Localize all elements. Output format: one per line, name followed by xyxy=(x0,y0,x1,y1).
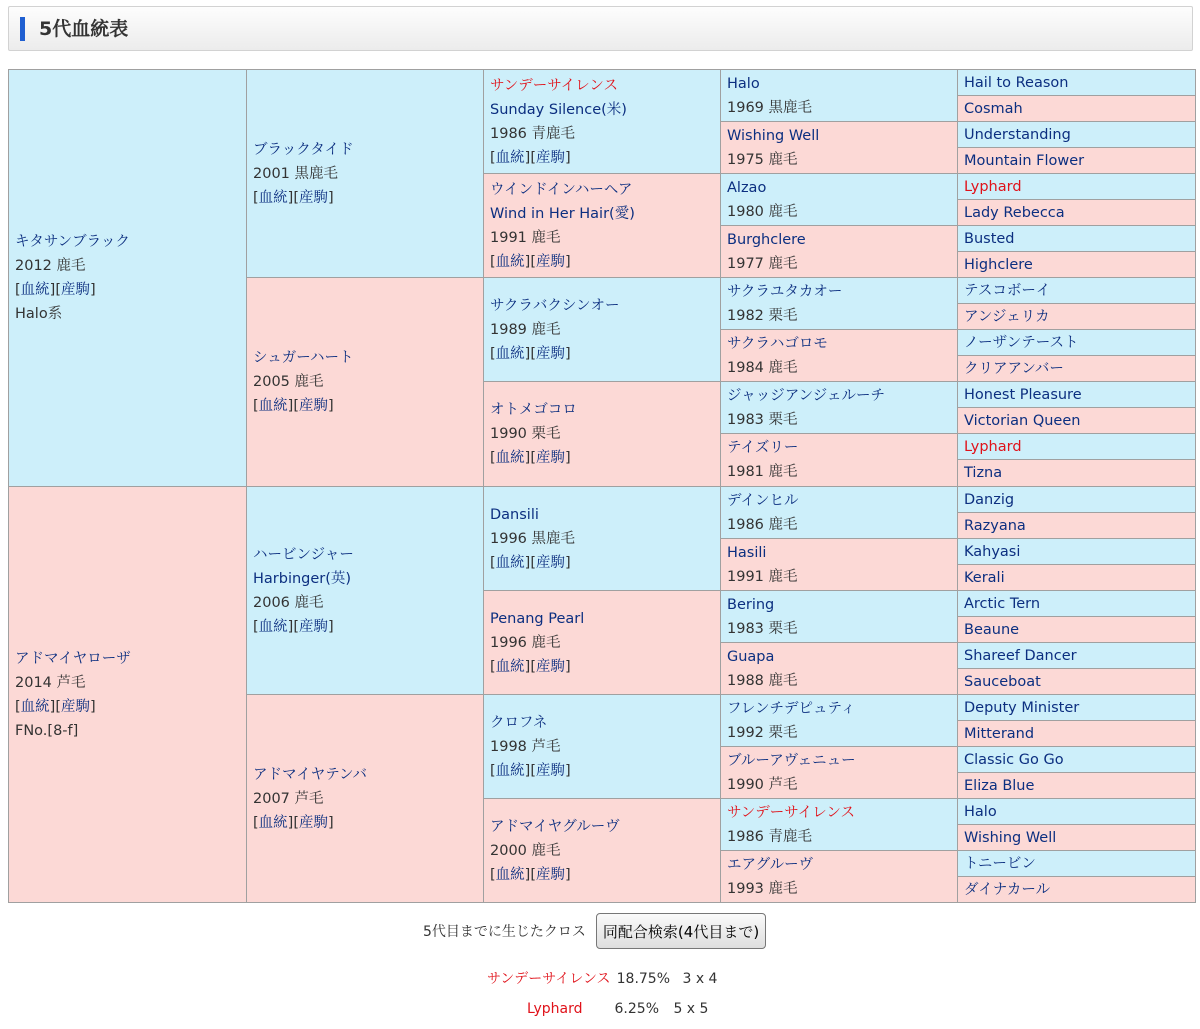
pedigree-link[interactable]: 血統 xyxy=(20,282,50,298)
offspring-link[interactable]: 産駒 xyxy=(299,618,328,635)
pedigree-cell-sire xyxy=(957,277,1196,304)
horse-name[interactable]: Highclere xyxy=(964,256,1033,273)
horse-origin-name[interactable]: Wind in Her Hair(愛) xyxy=(490,205,635,222)
offspring-link[interactable]: 産駒 xyxy=(299,189,328,206)
horse-birth-color: 1984 鹿毛 xyxy=(727,360,798,376)
pedigree-cell-sire xyxy=(957,486,1196,513)
offspring-link[interactable]: 産駒 xyxy=(61,282,90,298)
horse-name[interactable]: Danzig xyxy=(964,491,1015,508)
bracket: ] xyxy=(565,345,571,362)
horse-birth-color: 1986 青鹿毛 xyxy=(490,125,576,142)
pedigree-cell-sire xyxy=(246,69,485,278)
pedigree-cell-dam xyxy=(483,381,722,487)
pedigree-link[interactable]: 血統 xyxy=(258,189,288,206)
cross-percent: 6.25% xyxy=(614,1001,659,1017)
pedigree-link[interactable]: 血統 xyxy=(258,814,288,831)
pedigree-cell-sire xyxy=(957,433,1196,460)
pedigree-cell-dam xyxy=(8,486,248,903)
pedigree-cell-dam xyxy=(957,459,1196,487)
pedigree-cell-dam xyxy=(957,407,1196,434)
horse-name[interactable]: Busted xyxy=(964,230,1015,247)
bracket: ][ xyxy=(524,866,536,883)
horse-name[interactable]: Shareef Dancer xyxy=(964,647,1077,664)
pedigree-link[interactable]: 血統 xyxy=(20,698,50,715)
horse-name[interactable]: Deputy Minister xyxy=(964,699,1080,716)
horse-name[interactable]: フレンチデピュティ xyxy=(727,701,856,717)
horse-origin-name[interactable]: Harbinger(英) xyxy=(253,570,352,587)
horse-name[interactable]: アドマイヤグルーヴ xyxy=(490,818,620,835)
pedigree-cell-dam xyxy=(246,694,485,903)
horse-name[interactable]: Dansili xyxy=(490,506,539,523)
pedigree-cell-dam xyxy=(720,746,959,799)
horse-extra: FNo.[8-f] xyxy=(15,722,79,739)
pedigree-cell-sire xyxy=(957,798,1196,825)
pedigree-cell-sire xyxy=(246,486,485,695)
horse-name[interactable]: Classic Go Go xyxy=(964,751,1064,768)
horse-links xyxy=(253,186,484,210)
horse-birth-color: 1988 鹿毛 xyxy=(727,673,798,689)
horse-birth-color: 1983 栗毛 xyxy=(727,621,798,637)
horse-entry xyxy=(490,815,721,887)
bracket: ] xyxy=(565,866,571,883)
pedigree-cell-sire xyxy=(957,69,1196,96)
horse-entry xyxy=(253,763,484,835)
section-header xyxy=(8,6,1193,51)
horse-birth-color: 1982 栗毛 xyxy=(727,308,798,324)
pedigree-cell-dam xyxy=(957,616,1196,643)
horse-entry xyxy=(490,178,721,274)
horse-entry xyxy=(727,332,958,380)
offspring-link[interactable]: 産駒 xyxy=(536,866,565,883)
bracket: [ xyxy=(490,345,496,362)
pedigree-cell-dam xyxy=(957,720,1196,747)
bracket: ][ xyxy=(287,618,299,635)
horse-name[interactable]: Razyana xyxy=(964,517,1026,534)
horse-name[interactable]: Honest Pleasure xyxy=(964,386,1082,403)
horse-extra: Halo系 xyxy=(15,306,63,322)
horse-name[interactable]: Cosmah xyxy=(964,100,1023,117)
same-mating-search-button[interactable]: 同配合検索(4代目まで) xyxy=(596,913,766,949)
horse-name[interactable]: Hasili xyxy=(727,545,767,561)
pedigree-cell-sire xyxy=(957,642,1196,669)
pedigree-link[interactable]: 血統 xyxy=(495,149,525,166)
pedigree-cell-dam xyxy=(957,251,1196,278)
pedigree-cell-dam xyxy=(720,329,959,382)
horse-entry xyxy=(253,543,484,639)
horse-name[interactable]: Kahyasi xyxy=(964,543,1021,560)
horse-name[interactable]: Lady Rebecca xyxy=(964,204,1065,221)
pedigree-cell-sire xyxy=(957,850,1196,877)
horse-birth-color: 2000 鹿毛 xyxy=(490,842,561,859)
horse-name[interactable]: ウインドインハーヘア xyxy=(490,181,633,198)
horse-links xyxy=(490,250,721,274)
horse-entry xyxy=(727,749,958,797)
horse-name[interactable]: クリアアンバー xyxy=(964,360,1064,377)
pedigree-cell-sire xyxy=(483,486,722,591)
horse-links xyxy=(253,811,484,835)
pedigree-link[interactable]: 血統 xyxy=(495,866,525,883)
pedigree-cell-sire xyxy=(957,381,1196,408)
pedigree-cell-sire xyxy=(720,694,959,747)
bracket: [ xyxy=(253,814,259,831)
horse-birth-color: 1990 栗毛 xyxy=(490,426,561,442)
horse-links xyxy=(490,551,721,575)
horse-entry xyxy=(15,647,247,743)
bracket: ][ xyxy=(524,554,536,571)
horse-birth-color: 1969 黒鹿毛 xyxy=(727,100,813,116)
bracket: ] xyxy=(90,282,96,298)
horse-name[interactable]: Kerali xyxy=(964,569,1005,586)
pedigree-cell-sire xyxy=(957,590,1196,617)
pedigree-cell-dam xyxy=(957,876,1196,903)
horse-birth-color: 1993 鹿毛 xyxy=(727,881,798,897)
horse-links xyxy=(490,655,721,679)
pedigree-cell-sire xyxy=(720,277,959,330)
bracket: ] xyxy=(565,253,571,270)
horse-name[interactable]: Bering xyxy=(727,597,775,613)
pedigree-cell-dam xyxy=(957,355,1196,382)
horse-name[interactable]: Halo xyxy=(964,803,997,820)
horse-birth-color: 2005 鹿毛 xyxy=(253,374,324,390)
horse-name[interactable]: Victorian Queen xyxy=(964,412,1081,429)
pedigree-cell-sire xyxy=(720,486,959,539)
horse-birth-color: 1991 鹿毛 xyxy=(490,229,561,246)
horse-birth-color: 1996 黒鹿毛 xyxy=(490,530,576,547)
pedigree-cell-sire xyxy=(957,329,1196,356)
pedigree-link[interactable]: 血統 xyxy=(495,658,525,675)
pedigree-cell-dam xyxy=(720,433,959,487)
cross-row xyxy=(527,1001,708,1017)
pedigree-cell-sire xyxy=(720,173,959,226)
offspring-link[interactable]: 産駒 xyxy=(536,149,565,166)
horse-name[interactable]: オトメゴコロ xyxy=(490,402,577,418)
bracket: ] xyxy=(565,658,571,675)
pedigree-cell-sire xyxy=(720,69,959,122)
horse-entry xyxy=(727,384,958,432)
horse-links xyxy=(15,278,247,302)
horse-name[interactable]: サクラバクシンオー xyxy=(490,297,620,314)
horse-name[interactable]: アドマイヤローザ xyxy=(15,650,131,667)
horse-name[interactable]: Tizna xyxy=(964,465,1003,481)
pedigree-cell-sire xyxy=(8,69,248,487)
pedigree-cell-dam xyxy=(957,512,1196,539)
horse-entry xyxy=(490,398,721,470)
horse-birth-color: 1980 鹿毛 xyxy=(727,204,798,220)
horse-entry xyxy=(727,801,958,849)
pedigree-cell-dam xyxy=(957,147,1196,174)
bracket: ][ xyxy=(524,345,536,362)
horse-name[interactable]: ノーザンテースト xyxy=(964,334,1079,351)
pedigree-table xyxy=(8,69,1195,902)
pedigree-cell-dam xyxy=(246,277,485,487)
bracket: ][ xyxy=(524,149,536,166)
horse-birth-color: 1992 栗毛 xyxy=(727,725,798,741)
horse-entry xyxy=(727,176,958,224)
bracket: [ xyxy=(15,282,21,298)
pedigree-cell-dam xyxy=(720,850,959,903)
horse-name[interactable]: クロフネ xyxy=(490,714,548,731)
pedigree-cell-sire xyxy=(720,798,959,851)
cross-row xyxy=(487,968,717,988)
horse-entry xyxy=(490,607,721,679)
offspring-link[interactable]: 産駒 xyxy=(299,814,328,831)
bracket: [ xyxy=(490,866,496,883)
header-accent-bar xyxy=(20,17,25,41)
horse-birth-color: 1989 鹿毛 xyxy=(490,321,561,338)
pedigree-cell-dam xyxy=(957,564,1196,591)
bracket: [ xyxy=(15,698,21,715)
horse-links xyxy=(15,695,247,719)
cross-percent: 18.75% xyxy=(616,971,671,987)
bracket: ] xyxy=(328,618,334,635)
pedigree-cell-dam xyxy=(957,95,1196,122)
horse-entry xyxy=(490,294,721,366)
pedigree-cell-sire xyxy=(957,538,1196,565)
horse-name[interactable]: ハービンジャー xyxy=(253,546,354,563)
horse-name[interactable]: ブラックタイド xyxy=(253,141,354,158)
horse-name[interactable]: Lyphard xyxy=(964,438,1022,455)
horse-name[interactable]: シュガーハート xyxy=(253,350,354,366)
horse-entry xyxy=(490,503,721,575)
horse-entry xyxy=(727,853,958,901)
pedigree-cell-sire xyxy=(720,381,959,434)
horse-name[interactable]: サクラハゴロモ xyxy=(727,336,828,352)
horse-entry xyxy=(727,72,958,120)
horse-birth-color: 2006 鹿毛 xyxy=(253,594,324,611)
pedigree-link[interactable]: 血統 xyxy=(258,618,288,635)
bracket: ] xyxy=(328,398,334,414)
horse-birth-color: 1986 青鹿毛 xyxy=(727,829,813,845)
horse-name[interactable]: ジャッジアンジェルーチ xyxy=(727,388,885,404)
horse-entry xyxy=(727,489,958,537)
cross-summary xyxy=(423,913,766,949)
pedigree-link[interactable]: 血統 xyxy=(258,398,288,414)
horse-name[interactable]: Wishing Well xyxy=(964,829,1057,846)
horse-name[interactable]: Wishing Well xyxy=(727,128,820,144)
pedigree-cell-dam xyxy=(483,590,722,695)
horse-name[interactable]: ブルーアヴェニュー xyxy=(727,753,856,769)
horse-birth-color: 1991 鹿毛 xyxy=(727,569,798,585)
horse-name[interactable]: Mountain Flower xyxy=(964,152,1085,169)
offspring-link[interactable]: 産駒 xyxy=(536,450,565,466)
horse-entry xyxy=(727,124,958,172)
horse-name[interactable]: サンデーサイレンス xyxy=(727,805,855,821)
horse-name[interactable]: テスコボーイ xyxy=(964,282,1051,299)
horse-entry xyxy=(727,645,958,693)
horse-name[interactable]: Guapa xyxy=(727,649,775,665)
horse-birth-color: 1996 鹿毛 xyxy=(490,634,561,651)
pedigree-cell-dam xyxy=(720,225,959,278)
pedigree-cell-dam xyxy=(957,199,1196,226)
bracket: ] xyxy=(328,814,334,831)
pedigree-cell-dam xyxy=(483,173,722,278)
bracket: ][ xyxy=(49,282,61,298)
horse-links xyxy=(490,759,721,783)
horse-links xyxy=(253,394,484,418)
horse-name[interactable]: テイズリー xyxy=(727,440,799,456)
horse-name[interactable]: Beaune xyxy=(964,621,1020,638)
pedigree-cell-sire xyxy=(957,173,1196,200)
bracket: [ xyxy=(490,658,496,675)
horse-entry xyxy=(727,593,958,641)
bracket: [ xyxy=(490,450,496,466)
pedigree-cell-sire xyxy=(957,225,1196,252)
bracket: ][ xyxy=(524,253,536,270)
bracket: ][ xyxy=(524,762,536,779)
bracket: ][ xyxy=(524,658,536,675)
horse-name[interactable]: Halo xyxy=(727,76,760,92)
offspring-link[interactable]: 産駒 xyxy=(299,398,328,414)
offspring-link[interactable]: 産駒 xyxy=(536,658,565,675)
pedigree-cell-sire xyxy=(483,69,722,174)
horse-name[interactable]: Lyphard xyxy=(964,178,1022,195)
horse-birth-color: 2014 芦毛 xyxy=(15,674,86,691)
page-title: 5代血統表 xyxy=(39,18,129,40)
offspring-link[interactable]: 産駒 xyxy=(536,345,565,362)
bracket: [ xyxy=(253,189,259,206)
bracket: ][ xyxy=(287,814,299,831)
horse-name[interactable]: Alzao xyxy=(727,180,767,196)
cross-generations: 5 x 5 xyxy=(673,1001,709,1017)
pedigree-link[interactable]: 血統 xyxy=(495,762,525,779)
horse-entry xyxy=(727,541,958,589)
pedigree-cell-dam xyxy=(720,538,959,591)
horse-entry xyxy=(253,346,484,418)
horse-entry xyxy=(490,74,721,170)
horse-origin-name[interactable]: Sunday Silence(米) xyxy=(490,101,627,118)
horse-name[interactable]: Hail to Reason xyxy=(964,74,1069,91)
bracket: [ xyxy=(490,253,496,270)
bracket: ] xyxy=(565,762,571,779)
horse-name[interactable]: ダイナカール xyxy=(964,881,1051,898)
pedigree-cell-sire xyxy=(957,746,1196,773)
horse-birth-color: 1986 鹿毛 xyxy=(727,517,798,533)
horse-links xyxy=(253,615,484,639)
horse-entry xyxy=(490,711,721,783)
horse-name[interactable]: Penang Pearl xyxy=(490,610,585,627)
horse-name[interactable]: Arctic Tern xyxy=(964,595,1041,612)
horse-links xyxy=(490,146,721,170)
pedigree-cell-dam xyxy=(957,303,1196,330)
horse-birth-color: 1998 芦毛 xyxy=(490,738,561,755)
cross-horse-name[interactable]: Lyphard xyxy=(527,1001,583,1017)
pedigree-cell-dam xyxy=(483,798,722,903)
bracket: [ xyxy=(490,762,496,779)
pedigree-cell-dam xyxy=(957,772,1196,799)
horse-name[interactable]: キタサンブラック xyxy=(15,234,130,250)
horse-entry xyxy=(727,436,958,484)
offspring-link[interactable]: 産駒 xyxy=(536,762,565,779)
horse-birth-color: 1977 鹿毛 xyxy=(727,256,798,272)
pedigree-cell-dam xyxy=(957,668,1196,695)
pedigree-link[interactable]: 血統 xyxy=(495,554,525,571)
bracket: ][ xyxy=(287,189,299,206)
horse-birth-color: 2001 黒鹿毛 xyxy=(253,165,339,182)
cross-generations: 3 x 4 xyxy=(682,971,718,987)
pedigree-cell-dam xyxy=(957,824,1196,851)
horse-birth-color: 1981 鹿毛 xyxy=(727,464,798,480)
horse-birth-color: 1983 栗毛 xyxy=(727,412,798,428)
horse-links xyxy=(490,446,721,470)
horse-entry xyxy=(727,697,958,745)
pedigree-link[interactable]: 血統 xyxy=(495,345,525,362)
horse-birth-color: 1990 芦毛 xyxy=(727,777,798,793)
horse-name[interactable]: エアグルーヴ xyxy=(727,857,814,873)
bracket: ] xyxy=(565,450,571,466)
horse-birth-color: 1975 鹿毛 xyxy=(727,152,798,168)
horse-name[interactable]: トニービン xyxy=(964,855,1036,872)
horse-entry xyxy=(727,228,958,276)
horse-name[interactable]: サンデーサイレンス xyxy=(490,77,618,94)
pedigree-cell-dam xyxy=(720,121,959,174)
horse-entry xyxy=(253,138,484,210)
offspring-link[interactable]: 産駒 xyxy=(536,253,565,270)
horse-name[interactable]: Understanding xyxy=(964,126,1071,143)
pedigree-cell-sire xyxy=(720,590,959,643)
offspring-link[interactable]: 産駒 xyxy=(536,554,565,571)
horse-entry xyxy=(727,280,958,328)
pedigree-cell-sire xyxy=(483,277,722,382)
cross-horse-name[interactable]: サンデーサイレンス xyxy=(487,971,611,987)
pedigree-link[interactable]: 血統 xyxy=(495,450,525,466)
cross-label: 5代目までに生じたクロス xyxy=(423,924,586,940)
bracket: ] xyxy=(565,149,571,166)
bracket: [ xyxy=(253,618,259,635)
bracket: [ xyxy=(490,554,496,571)
pedigree-cell-sire xyxy=(957,121,1196,148)
pedigree-cell-dam xyxy=(720,642,959,695)
bracket: ] xyxy=(565,554,571,571)
pedigree-cell-sire xyxy=(957,694,1196,721)
bracket: ] xyxy=(90,698,96,715)
horse-name[interactable]: アンジェリカ xyxy=(964,308,1050,325)
horse-name[interactable]: Mitterand xyxy=(964,725,1035,742)
horse-birth-color: 2007 芦毛 xyxy=(253,790,324,807)
pedigree-cell-sire xyxy=(483,694,722,799)
horse-name[interactable]: Burghclere xyxy=(727,232,806,248)
offspring-link[interactable]: 産駒 xyxy=(61,698,90,715)
horse-name[interactable]: デインヒル xyxy=(727,493,799,509)
horse-name[interactable]: Eliza Blue xyxy=(964,777,1035,794)
bracket: ] xyxy=(328,189,334,206)
horse-name[interactable]: Sauceboat xyxy=(964,673,1041,690)
horse-links xyxy=(490,342,721,366)
bracket: ][ xyxy=(524,450,536,466)
bracket: [ xyxy=(490,149,496,166)
horse-links xyxy=(490,863,721,887)
pedigree-link[interactable]: 血統 xyxy=(495,253,525,270)
bracket: [ xyxy=(253,398,259,414)
bracket: ][ xyxy=(49,698,61,715)
horse-entry xyxy=(15,230,247,326)
bracket: ][ xyxy=(287,398,299,414)
horse-name[interactable]: サクラユタカオー xyxy=(727,284,843,300)
horse-birth-color: 2012 鹿毛 xyxy=(15,258,86,274)
horse-name[interactable]: アドマイヤテンバ xyxy=(253,766,367,783)
